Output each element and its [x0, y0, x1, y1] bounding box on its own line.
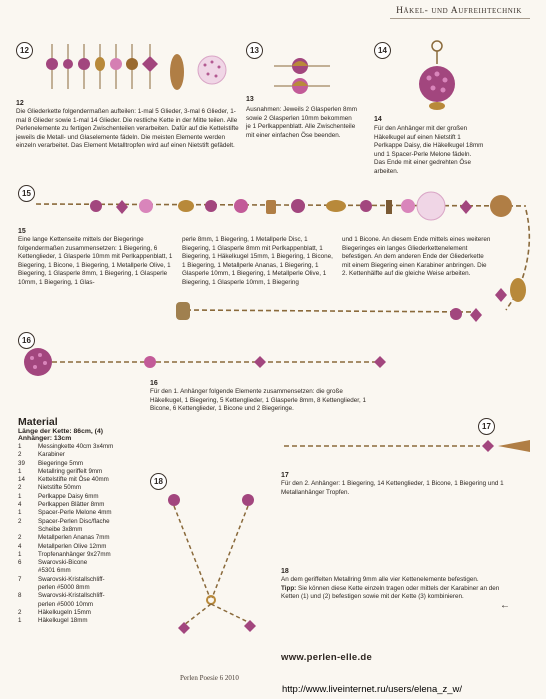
material-quantity [18, 601, 38, 609]
step-16-text: Für den 1. Anhänger folgende Elemente zusammensetzen: die große Häkelkugel, 1 Biegering, 5 Kettenglieder, 1 Glasperle 8mm, 8 Kettenglieder, 1 Bicone, 6 Kettenglieder, 1 Bicone und 2 Biegeringe. [150, 388, 366, 413]
watermark-url[interactable]: http://www.liveinternet.ru/users/elena_z_w/ [282, 684, 463, 695]
website-link[interactable]: www.perlen-elle.de [281, 652, 373, 663]
material-name: Scheibe 3x8mm [38, 525, 83, 533]
step-16-number: 16 [150, 380, 158, 387]
material-quantity: 2 [18, 484, 22, 492]
step-17-number: 17 [281, 472, 289, 479]
material-name: Metallperlen Olive 12mm [38, 542, 107, 550]
material-name: #5301 6mm [38, 567, 71, 575]
material-pendant: Anhänger: 13cm [18, 435, 72, 442]
material-item [18, 551, 143, 559]
step-14-badge-number: 14 [378, 46, 387, 55]
step-16-badge-number: 16 [22, 336, 31, 345]
material-quantity: 2 [18, 451, 22, 459]
material-quantity: 2 [18, 517, 22, 525]
material-name: Häkelkugeln 15mm [38, 608, 91, 616]
material-quantity [18, 584, 38, 592]
material-name: Nietstifte 50mm [38, 484, 81, 492]
step-14-text: Für den Anhänger mit der großen Häkelkugel auf einen Nietstift 1 Perlkappe Daisy, die Häkelkugel 18mm und 1 Spacer-Perle Melone fädeln. Das Ende mit einer gedrehten Öse arbeiten. [374, 125, 484, 175]
material-quantity: 1 [18, 467, 22, 475]
step-17-badge [478, 418, 495, 435]
step-18-badge-number: 18 [154, 477, 163, 486]
material-item [18, 493, 143, 501]
material-item [18, 484, 143, 492]
material-item [18, 584, 143, 592]
step-18-number: 18 [281, 568, 289, 575]
material-item [18, 476, 143, 484]
magazine-footer: Perlen Poesie 6 2010 [180, 674, 239, 682]
step-13-badge-number: 13 [250, 46, 259, 55]
material-item [18, 617, 143, 625]
material-item [18, 443, 143, 451]
material-quantity: 1 [18, 492, 22, 500]
material-name: Swarovski-Kristallschliff- [38, 575, 105, 583]
step-18-main-text: An dem geriffelten Metallring 9mm alle vier Kettenelemente befestigen. [281, 576, 479, 583]
material-item [18, 501, 143, 509]
step-18-badge [150, 473, 167, 490]
material-item [18, 543, 143, 551]
step-18-illustration [160, 490, 270, 650]
material-quantity: 39 [18, 459, 25, 467]
step-13-number: 13 [246, 96, 254, 103]
step-15-text-col3: und 1 Bicone. An diesem Ende mittels eines weiteren Biegeringes ein langes Gliederkettenelement befestigen. An dem anderen Ende der Gliederkette mit einem Biegering einen Karabiner anbringen. Die 2. Kettenhälfte auf die gleiche Weise arbeiten. [342, 236, 491, 278]
material-quantity: 4 [18, 542, 22, 550]
step-18-tip-text: Sie können diese Kette einzeln tragen oder mittels der Karabiner an den Ketten (1) und (2) befestigen sowie mit der Kette (3) kombinieren. [281, 584, 500, 601]
material-quantity: 8 [18, 592, 22, 600]
material-name: Metallperlen Ananas 7mm [38, 534, 110, 542]
step-13-badge [246, 42, 263, 59]
material-name: Metallring geriffelt 9mm [38, 467, 103, 475]
material-name: Biegeringe 5mm [38, 459, 84, 467]
step-17-badge-number: 17 [482, 422, 491, 431]
material-item [18, 559, 143, 567]
material-name: Perlkappe Daisy 6mm [38, 492, 99, 500]
material-quantity: 1 [18, 550, 22, 558]
material-quantity: 2 [18, 534, 22, 542]
step-12-illustration [40, 34, 240, 104]
material-name: Perlkappen Blätter 8mm [38, 501, 105, 509]
material-quantity: 2 [18, 608, 22, 616]
step-15-badge-number: 15 [22, 189, 31, 198]
material-name: perlen #5000 8mm [38, 584, 90, 592]
material-title: Material [18, 416, 58, 428]
material-item [18, 509, 143, 517]
material-name: perlen #5000 10mm [38, 600, 94, 608]
material-quantity: 1 [18, 617, 22, 625]
step-12-text: Die Gliederkette folgendermaßen aufteilen: 1-mal 5 Glieder, 3-mal 6 Glieder, 1-mal 8 Glieder sowie 1-mal 14 Glieder. Die restliche Kette in der Mitte teilen. Alle Perlenelemente zu fertigen Zwischenteilen verarbeiten. Dafür auf die Kettelstifte jeweils die Metall- und Glaselemente fädeln. Die meisten Elemente werden einzeln verarbeitet. Das Element Metalltropfen wird auf einen Nietstift gefädelt. [16, 108, 239, 150]
material-name: Spacer-Perlen Disc/flache [38, 517, 110, 525]
arrow-icon: ← [500, 600, 510, 611]
material-item [18, 609, 143, 617]
step-12-badge-number: 12 [20, 46, 29, 55]
material-item [18, 601, 143, 609]
material-item [18, 576, 143, 584]
step-16-illustration [20, 346, 390, 382]
material-quantity: 1 [18, 509, 22, 517]
header-rule [390, 18, 530, 19]
material-item [18, 592, 143, 600]
material-box [18, 416, 143, 626]
material-quantity: 6 [18, 559, 22, 567]
material-name: Messingkette 40cm 3x4mm [38, 443, 114, 450]
material-item [18, 460, 143, 468]
material-item [18, 567, 143, 575]
step-13-text: Ausnahmen: Jeweils 2 Glasperlen 8mm sowie 2 Glasperlen 10mm bekommen je 1 Perlkappenblatt. Alle Zwischenteile mit einer einfachen Öse beenden. [246, 106, 357, 139]
step-13-illustration [270, 56, 350, 100]
material-quantity: 7 [18, 575, 22, 583]
step-18-text [281, 576, 501, 602]
step-15-number: 15 [18, 228, 26, 235]
material-item [18, 518, 143, 526]
step-14-badge [374, 42, 391, 59]
step-17-illustration [280, 436, 530, 460]
material-name: Spacer-Perle Melone 4mm [38, 509, 112, 517]
material-quantity [18, 567, 38, 575]
material-list [18, 443, 143, 626]
step-12-number: 12 [16, 100, 24, 107]
step-14-illustration [415, 38, 465, 118]
material-quantity: 4 [18, 501, 22, 509]
material-name: Tropfenanhänger 9x27mm [38, 550, 111, 558]
material-item [18, 526, 143, 534]
step-17-text: Für den 2. Anhänger: 1 Biegering, 14 Kettenglieder, 1 Bicone, 1 Biegering und 1 Metallanhänger Tropfen. [281, 480, 504, 496]
material-quantity: 1 [18, 443, 22, 450]
material-length: Länge der Kette: 86cm, (4) [18, 428, 103, 435]
step-15-text-col1: Eine lange Kettenseite mittels der Biegeringe folgendermaßen zusammensetzen: 1 Biegering, 6 Kettenglieder, 1 Glasperle 10mm mit Perlkappenblatt, 1 Biegering, 1 Bicone, 1 Biegering, 1 Metallperle Olive, 1 Biegering, 1 Glasperle 8mm, 1 Biegering, 1 Glasperle 10mm, 1 Biegering, 1 Glas- [18, 236, 173, 286]
material-quantity [18, 526, 38, 534]
material-name: Swarovski-Bicone [38, 559, 88, 567]
step-15-badge [18, 185, 35, 202]
material-quantity: 14 [18, 476, 25, 484]
material-item [18, 468, 143, 476]
material-name: Karabiner [38, 451, 65, 459]
step-12-badge [16, 42, 33, 59]
step-14-number: 14 [374, 116, 382, 123]
material-item [18, 451, 143, 459]
step-18-tip-label: Tipp: [281, 584, 297, 592]
material-name: Kettelstifte mit Öse 40mm [38, 476, 109, 484]
material-name: Swarovski-Kristallschliff- [38, 592, 105, 600]
step-15-text-col2: perle 8mm, 1 Biegering, 1 Metallperle Disc, 1 Biegering, 1 Glasperle 8mm mit Perlkappenblatt, 1 Biegering, 1 Häkelkugel 15mm, 1 Biegering, 1 Bicone, 1 Biegering, 1 Metallperle Ananas, 1 Biegering, 1 Glasperle 10mm, 1 Biegering, 1 Metallperle Olive, 1 Biegering, 1 Glasperle 10mm, 1 Biegering [182, 236, 333, 286]
page-header: Häkel- und Aufreihtechnik [396, 6, 522, 16]
material-item [18, 534, 143, 542]
material-name: Häkelkugel 18mm [38, 617, 88, 625]
